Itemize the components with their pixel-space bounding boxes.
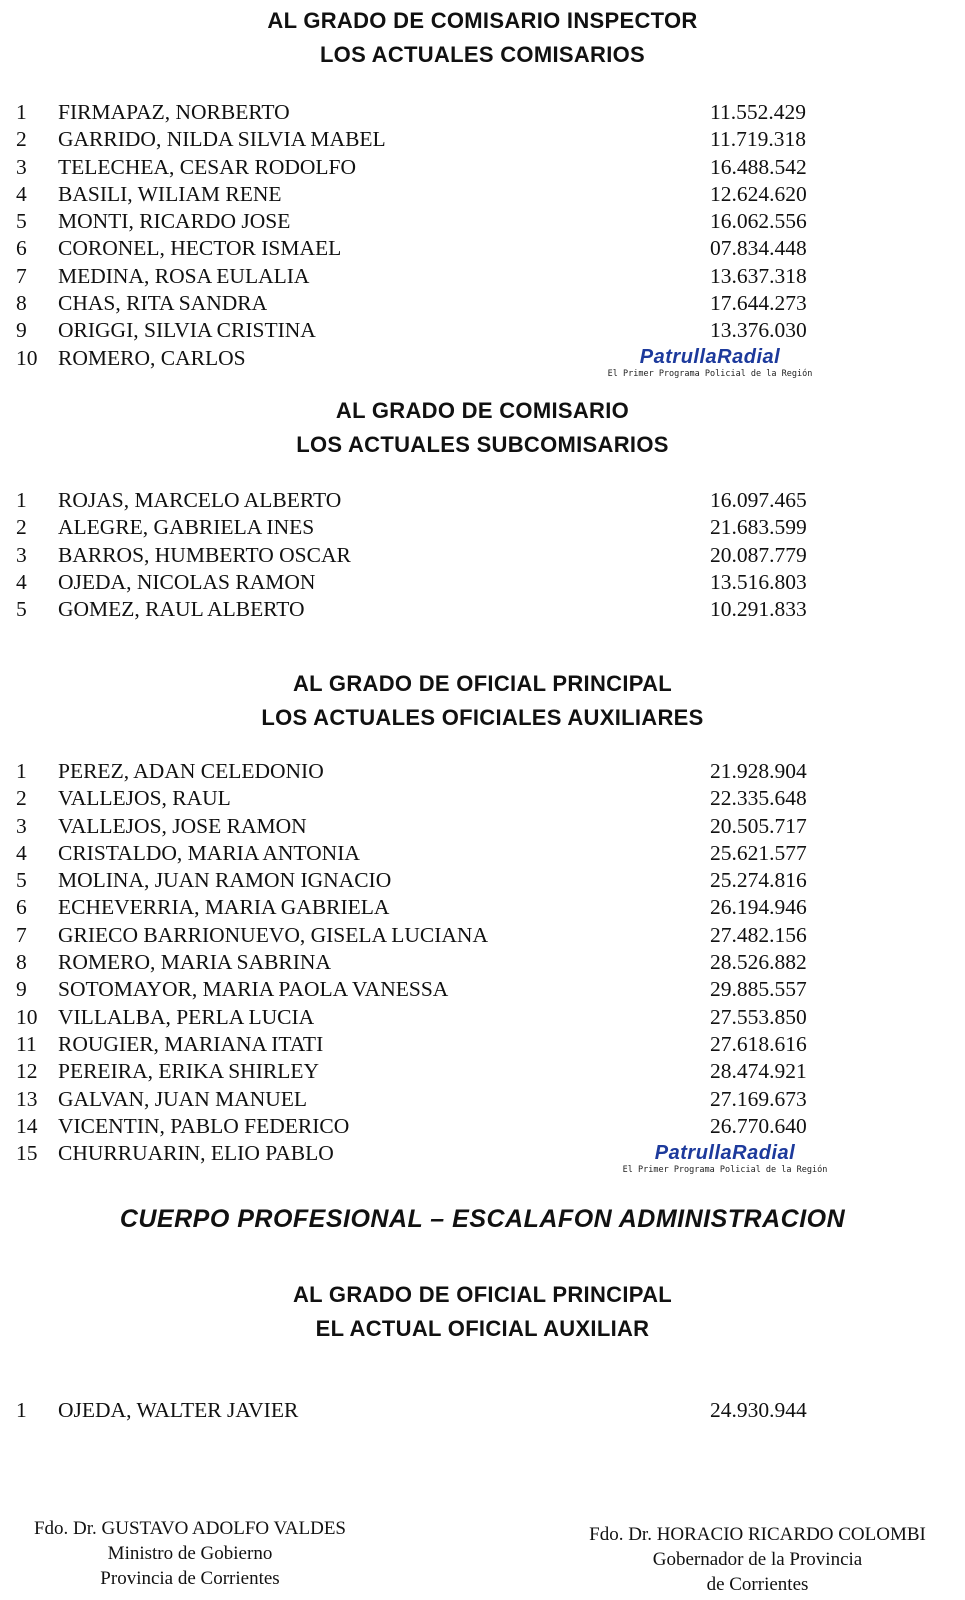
- list-item: [0, 208, 965, 235]
- person-name: ECHEVERRIA, MARIA GABRIELA: [58, 895, 390, 920]
- person-name: VICENTIN, PABLO FEDERICO: [58, 1113, 350, 1138]
- logo-brand: PatrullaRadial: [654, 1142, 796, 1164]
- document-number: 10.291.833: [710, 597, 807, 622]
- list-item: [0, 290, 965, 317]
- person-name: MONTI, RICARDO JOSE: [58, 209, 291, 234]
- document-number: 27.618.616: [710, 1031, 807, 1056]
- list-item: [0, 487, 965, 514]
- list-subcomisarios: [0, 487, 965, 623]
- person-name: OJEDA, NICOLAS RAMON: [58, 569, 316, 594]
- row-number: 14: [16, 1113, 38, 1138]
- row-number: 12: [16, 1059, 38, 1084]
- person-name: CORONEL, HECTOR ISMAEL: [58, 236, 342, 261]
- section-heading-comisario-inspector: [0, 4, 965, 72]
- document-number: 21.683.599: [710, 515, 807, 540]
- heading-line: LOS ACTUALES SUBCOMISARIOS: [296, 432, 669, 457]
- person-name: PEREIRA, ERIKA SHIRLEY: [58, 1059, 319, 1084]
- row-number: 5: [16, 597, 27, 622]
- document-number: 25.274.816: [710, 868, 807, 893]
- heading-line: LOS ACTUALES COMISARIOS: [319, 42, 646, 67]
- list-oficial-auxiliar: [0, 1397, 965, 1424]
- document-number: 13.376.030: [710, 318, 807, 343]
- document-number: 16.097.465: [710, 488, 807, 512]
- list-item: [0, 596, 965, 623]
- list-item: [0, 514, 965, 541]
- row-number: 4: [16, 181, 27, 206]
- document-number: 07.834.448: [710, 236, 807, 261]
- row-number: 1: [16, 100, 27, 124]
- row-number: 6: [16, 236, 27, 261]
- person-name: GRIECO BARRIONUEVO, GISELA LUCIANA: [58, 922, 488, 947]
- section-heading-comisario: [0, 394, 965, 462]
- section-heading-oficial-principal-admin: [0, 1278, 965, 1346]
- heading-line: EL ACTUAL OFICIAL AUXILIAR: [315, 1316, 650, 1341]
- list-item: [0, 949, 965, 976]
- list-item: [0, 181, 965, 208]
- patrulla-radial-logo: [590, 1142, 860, 1175]
- row-number: 15: [16, 1141, 38, 1166]
- heading-line: AL GRADO DE COMISARIO INSPECTOR: [267, 8, 698, 33]
- person-name: VALLEJOS, JOSE RAMON: [58, 813, 307, 838]
- logo-tagline: El Primer Programa Policial de la Región: [607, 369, 813, 379]
- row-number: 4: [16, 840, 27, 865]
- row-number: 3: [16, 813, 27, 838]
- person-name: CRISTALDO, MARIA ANTONIA: [58, 840, 360, 865]
- person-name: ORIGGI, SILVIA CRISTINA: [58, 318, 316, 343]
- row-number: 1: [16, 759, 27, 783]
- list-item: [0, 263, 965, 290]
- person-name: PEREZ, ADAN CELEDONIO: [58, 759, 324, 783]
- document-number: 27.482.156: [710, 922, 807, 947]
- logo-tagline: El Primer Programa Policial de la Región: [622, 1165, 828, 1175]
- list-item: [0, 813, 965, 840]
- heading-line: AL GRADO DE OFICIAL PRINCIPAL: [292, 1282, 673, 1307]
- person-name: VILLALBA, PERLA LUCIA: [58, 1004, 315, 1029]
- list-item: [0, 235, 965, 262]
- signature-governor: [560, 1522, 955, 1597]
- list-item: [0, 1397, 965, 1424]
- signature-line: Fdo. Dr. HORACIO RICARDO COLOMBI: [589, 1524, 926, 1545]
- document-number: 16.062.556: [710, 209, 807, 234]
- section-heading-oficial-principal: [0, 667, 965, 735]
- person-name: ROJAS, MARCELO ALBERTO: [58, 488, 342, 512]
- document-number: 27.553.850: [710, 1004, 807, 1029]
- list-item: [0, 1058, 965, 1085]
- list-item: [0, 758, 965, 785]
- signature-line: de Corrientes: [706, 1574, 809, 1595]
- list-item: [0, 867, 965, 894]
- document-number: 27.169.673: [710, 1086, 807, 1111]
- signature-line: Gobernador de la Provincia: [652, 1549, 863, 1570]
- row-number: 10: [16, 345, 38, 370]
- patrulla-radial-logo: [575, 346, 845, 379]
- logo-brand: PatrullaRadial: [639, 346, 781, 368]
- row-number: 11: [16, 1031, 37, 1056]
- row-number: 2: [16, 127, 27, 152]
- document-number: 25.621.577: [710, 840, 807, 865]
- list-item: [0, 1086, 965, 1113]
- row-number: 10: [16, 1004, 38, 1029]
- signature-minister: [0, 1516, 380, 1591]
- document-number: 20.087.779: [710, 542, 807, 567]
- row-number: 7: [16, 263, 27, 288]
- row-number: 6: [16, 895, 27, 920]
- list-item: [0, 1113, 965, 1140]
- row-number: 7: [16, 922, 27, 947]
- list-item: [0, 317, 965, 344]
- list-item: [0, 894, 965, 921]
- person-name: MEDINA, ROSA EULALIA: [58, 263, 310, 288]
- person-name: ROUGIER, MARIANA ITATI: [58, 1031, 324, 1056]
- person-name: MOLINA, JUAN RAMON IGNACIO: [58, 868, 392, 893]
- document-number: 16.488.542: [710, 154, 807, 179]
- row-number: 3: [16, 154, 27, 179]
- person-name: ROMERO, CARLOS: [58, 345, 246, 370]
- document-number: 29.885.557: [710, 977, 807, 1002]
- list-item: [0, 976, 965, 1003]
- list-item: [0, 1031, 965, 1058]
- document-number: 28.474.921: [710, 1059, 807, 1084]
- row-number: 5: [16, 209, 27, 234]
- list-item: [0, 126, 965, 153]
- person-name: ROMERO, MARIA SABRINA: [58, 950, 331, 975]
- document-number: 22.335.648: [710, 786, 807, 811]
- list-comisarios: [0, 99, 965, 372]
- document-number: 26.770.640: [710, 1113, 807, 1138]
- row-number: 2: [16, 515, 27, 540]
- list-item: [0, 542, 965, 569]
- section-title-cuerpo-profesional: CUERPO PROFESIONAL – ESCALAFON ADMINISTRACION: [119, 1205, 846, 1233]
- signature-line: Fdo. Dr. GUSTAVO ADOLFO VALDES: [33, 1518, 347, 1539]
- person-name: SOTOMAYOR, MARIA PAOLA VANESSA: [58, 977, 449, 1002]
- row-number: 9: [16, 318, 27, 343]
- list-oficiales-auxiliares: [0, 758, 965, 1167]
- heading-line: AL GRADO DE OFICIAL PRINCIPAL: [292, 671, 673, 696]
- person-name: CHAS, RITA SANDRA: [58, 291, 268, 316]
- person-name: GARRIDO, NILDA SILVIA MABEL: [58, 127, 386, 152]
- document-number: 26.194.946: [710, 895, 807, 920]
- signature-line: Ministro de Gobierno: [107, 1543, 273, 1564]
- document-number: 17.644.273: [710, 291, 807, 316]
- person-name: TELECHEA, CESAR RODOLFO: [58, 154, 357, 179]
- document-number: 20.505.717: [710, 813, 807, 838]
- row-number: 8: [16, 291, 27, 316]
- row-number: 5: [16, 868, 27, 893]
- list-item: [0, 1004, 965, 1031]
- row-number: 4: [16, 569, 27, 594]
- person-name: GALVAN, JUAN MANUEL: [58, 1086, 308, 1111]
- document-number: 13.637.318: [710, 263, 807, 288]
- person-name: VALLEJOS, RAUL: [58, 786, 231, 811]
- signature-line: Provincia de Corrientes: [100, 1568, 280, 1589]
- person-name: GOMEZ, RAUL ALBERTO: [58, 597, 305, 622]
- row-number: 13: [16, 1086, 38, 1111]
- heading-line: AL GRADO DE COMISARIO: [335, 398, 630, 423]
- row-number: 1: [16, 488, 27, 512]
- row-number: 8: [16, 950, 27, 975]
- row-number: 3: [16, 542, 27, 567]
- document-number: 13.516.803: [710, 569, 807, 594]
- document-number: 11.552.429: [710, 100, 806, 124]
- heading-line: LOS ACTUALES OFICIALES AUXILIARES: [261, 705, 704, 730]
- person-name: BASILI, WILIAM RENE: [58, 181, 282, 206]
- list-item: [0, 840, 965, 867]
- list-item: [0, 154, 965, 181]
- person-name: BARROS, HUMBERTO OSCAR: [58, 542, 351, 567]
- person-name: CHURRUARIN, ELIO PABLO: [58, 1141, 334, 1166]
- document-number: 11.719.318: [710, 127, 806, 152]
- person-name: OJEDA, WALTER JAVIER: [58, 1398, 299, 1422]
- list-item: [0, 785, 965, 812]
- document-number: 12.624.620: [710, 181, 807, 206]
- row-number: 2: [16, 786, 27, 811]
- list-item: [0, 922, 965, 949]
- row-number: 9: [16, 977, 27, 1002]
- row-number: 1: [16, 1398, 27, 1422]
- list-item: [0, 99, 965, 126]
- document-number: 28.526.882: [710, 950, 807, 975]
- list-item: [0, 569, 965, 596]
- person-name: FIRMAPAZ, NORBERTO: [58, 100, 290, 124]
- person-name: ALEGRE, GABRIELA INES: [58, 515, 315, 540]
- document-number: 21.928.904: [710, 759, 807, 783]
- document-number: 24.930.944: [710, 1398, 807, 1422]
